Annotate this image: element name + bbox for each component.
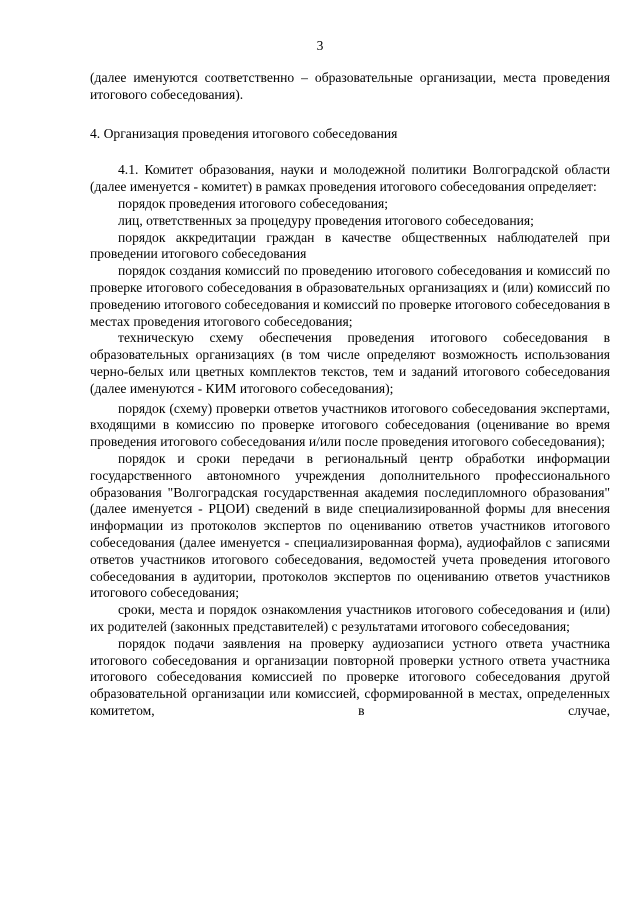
- list-item: порядок и сроки передачи в региональный центр обработки информации государственного автономного учреждения дополнительного профессионального образования "Волгоградская государственная академия последипломного образования" (далее именуется - РЦОИ) сведений в виде специализированной формы для внесения информации из протоколов экспертов по оцениванию ответов участников итогового собеседования (далее именуется - специализированная форма), аудиофайлов с записями ответов участников итогового собеседования, ведомостей учета проведения итогового собеседования в аудитории, протоколов экспертов по оцениванию ответов участников итогового собеседования;: [90, 450, 610, 601]
- list-item: порядок аккредитации граждан в качестве общественных наблюдателей при проведении итогового собеседования: [90, 229, 610, 262]
- list-item: порядок (схему) проверки ответов участников итогового собеседования экспертами, входящими в комиссию по проверке итогового собеседования (оценивание во время проведения итогового собеседования и/или после проведения итогового собеседования);: [90, 400, 610, 450]
- list-item: порядок создания комиссий по проведению итогового собеседования и комиссий по проверке итогового собеседования в образовательных организациях и (или) комиссий по проведению итогового собеседования и комиссий по проверке итогового собеседования в местах проведения итогового собеседования;: [90, 263, 610, 329]
- document-body: [90, 70, 610, 720]
- intro-paragraph: (далее именуются соответственно – образовательные организации, места проведения итогового собеседования).: [90, 70, 610, 102]
- list-item: порядок проведения итогового собеседования;: [118, 195, 389, 211]
- list-item: лиц, ответственных за процедуру проведения итогового собеседования;: [118, 212, 534, 228]
- list-item: техническую схему обеспечения проведения итогового собеседования в образовательных организациях (в том числе определяют возможность использования черно-белых или цветных комплектов текстов, тем и заданий итогового собеседования (далее именуются - КИМ итогового собеседования);: [90, 330, 610, 396]
- page-number: 3: [316, 38, 324, 53]
- paragraph-4-1: 4.1. Комитет образования, науки и молодежной политики Волгоградской области (далее именуется - комитет) в рамках проведения итогового собеседования определяет:: [90, 162, 610, 195]
- list-item: порядок подачи заявления на проверку аудиозаписи устного ответа участника итогового собеседования и организации повторной проверки устного ответа участника итогового собеседования комиссией по проверке итогового собеседования другой образовательной организации или комиссией, сформированной в местах, определенных комитетом, в случае,: [90, 635, 610, 718]
- list-item: сроки, места и порядок ознакомления участников итогового собеседования и (или) их родителей (законных представителей) с результатами итогового собеседования;: [90, 602, 610, 634]
- section-heading: 4. Организация проведения итогового собеседования: [90, 125, 398, 141]
